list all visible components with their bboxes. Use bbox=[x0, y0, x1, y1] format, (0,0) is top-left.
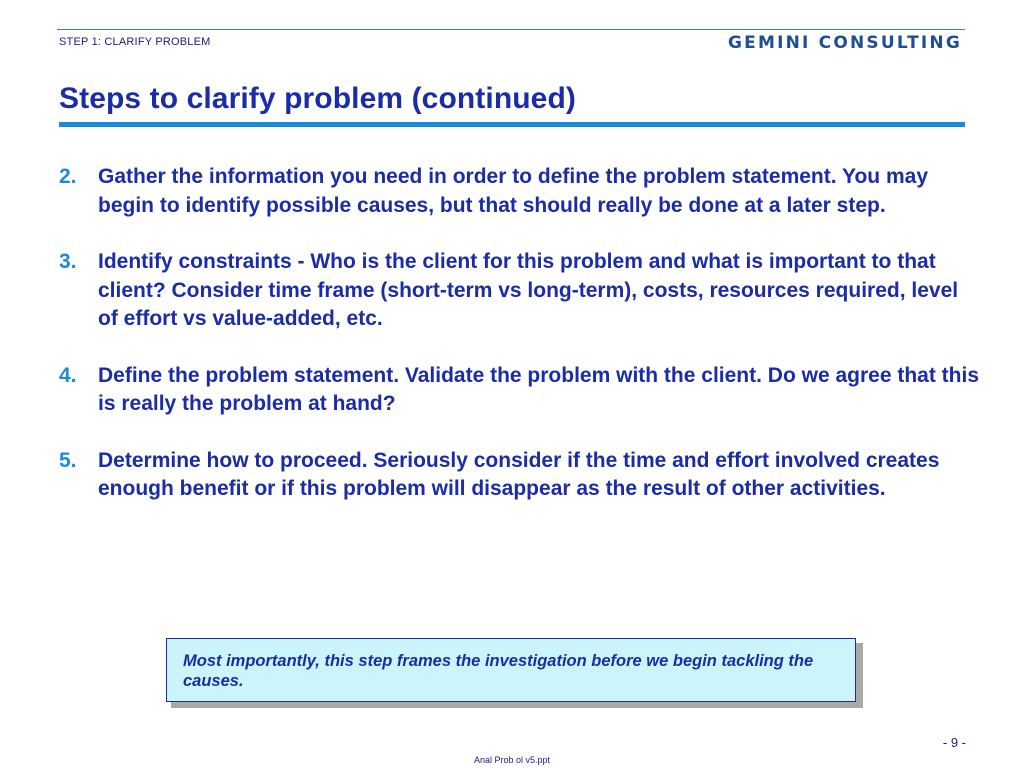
page-number: - 9 - bbox=[942, 735, 966, 750]
step-item bbox=[59, 362, 979, 419]
company-logo: GEMINI CONSULTING bbox=[727, 33, 962, 53]
step-number: 2. bbox=[59, 165, 77, 188]
slide-title: Steps to clarify problem (continued) bbox=[59, 82, 576, 115]
step-number: 5. bbox=[59, 448, 77, 472]
step-text: Determine how to proceed. Seriously consider if the time and effort involved creates enough benefit or if this problem will disappear as the result of other activities. bbox=[98, 448, 940, 500]
steps-list bbox=[59, 163, 979, 532]
step-item bbox=[59, 248, 979, 334]
step-item bbox=[59, 447, 979, 504]
step-text: Gather the information you need in order to define the problem statement. You may begin to identify possible causes, but that should really be done at a later step. bbox=[98, 165, 929, 217]
step-text: Identify constraints - Who is the client for this problem and what is important to that client? Consider time frame (short-term vs long-term), costs, resources required, level of effort vs value-added, etc. bbox=[98, 250, 959, 330]
step-number: 4. bbox=[59, 363, 77, 387]
title-underline bbox=[59, 122, 965, 127]
callout-box: Most importantly, this step frames the investigation before we begin tackling the causes. bbox=[166, 638, 856, 702]
step-number: 3. bbox=[59, 250, 77, 273]
step-text: Define the problem statement. Validate the problem with the client. Do we agree that this is really the problem at hand? bbox=[98, 363, 979, 415]
footer-file-name: Anal Prob ol v5.ppt bbox=[473, 755, 551, 765]
header-rule bbox=[57, 29, 965, 30]
step-item bbox=[59, 163, 979, 220]
section-label: STEP 1: CLARIFY PROBLEM bbox=[59, 36, 211, 48]
